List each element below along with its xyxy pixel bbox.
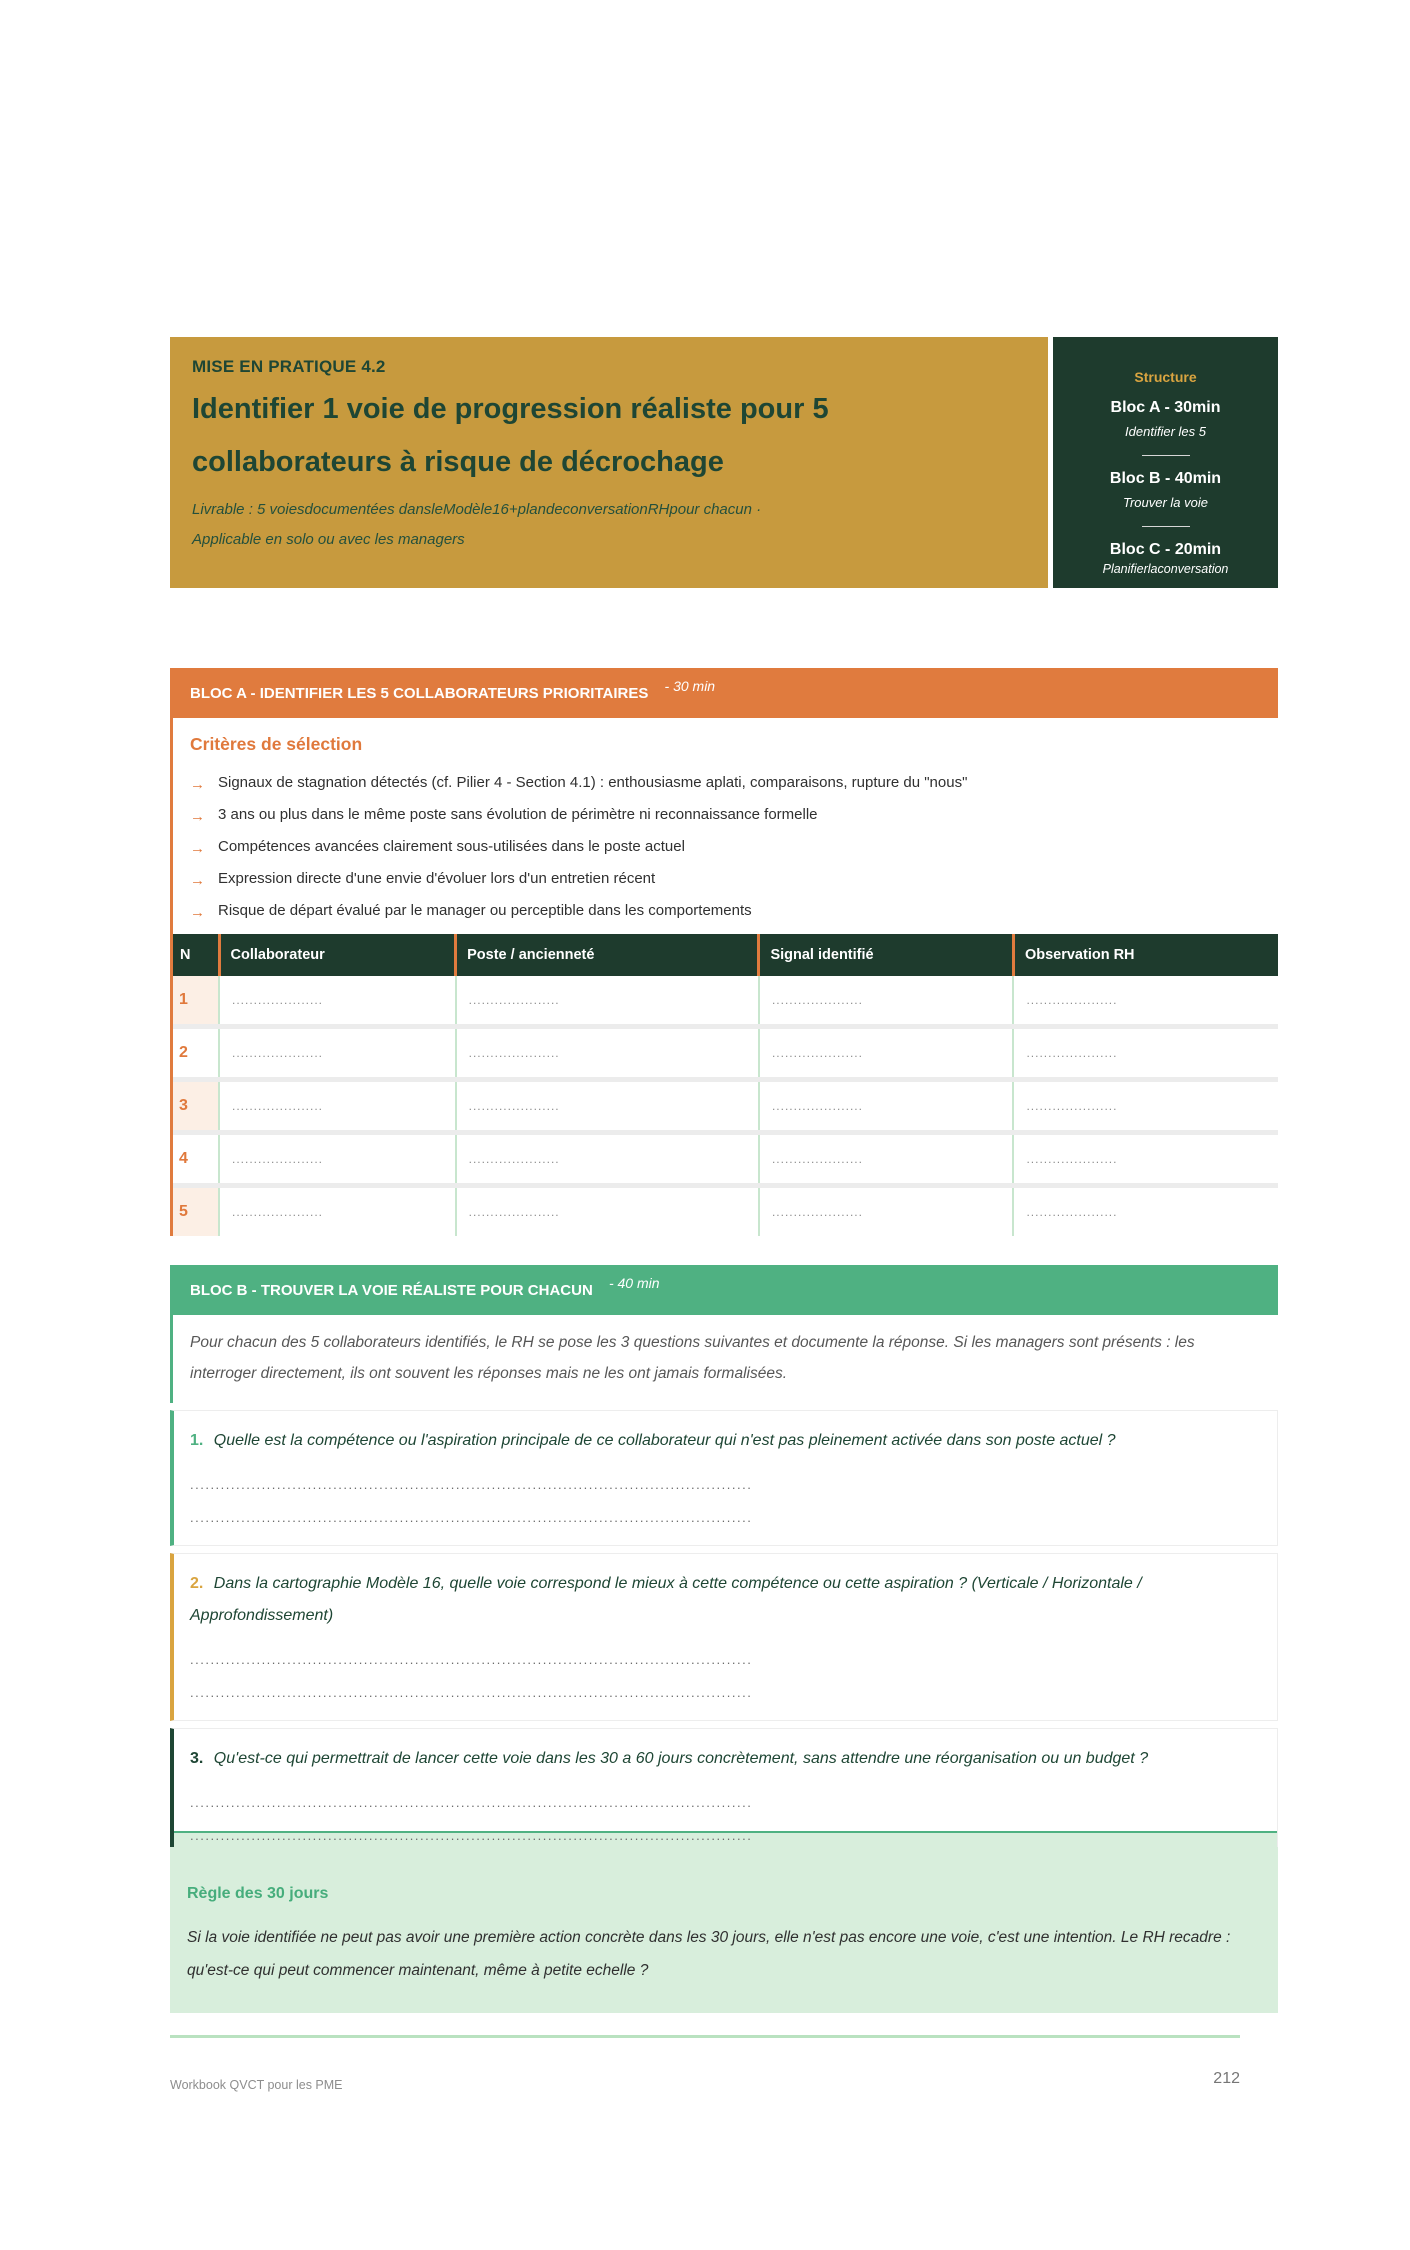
question-number: 3.	[190, 1750, 204, 1767]
page-subtitle-line1: Livrable : 5 voiesdocumentées dansleModèle16+plandeconversationRHpour chacun ·	[192, 501, 762, 518]
structure-bloc-b-name: Bloc B - 40min	[1109, 470, 1222, 487]
arrow-icon: →	[190, 808, 205, 825]
table-placeholder-cell: .....................	[759, 976, 1014, 1027]
table-placeholder-cell: .....................	[456, 1133, 759, 1186]
table-placeholder-cell: .....................	[1013, 1080, 1278, 1133]
list-item	[190, 773, 1278, 792]
table-placeholder-cell: .....................	[759, 1027, 1014, 1080]
structure-divider	[1142, 455, 1190, 456]
bloc-a-banner-title: BLOC A - IDENTIFIER LES 5 COLLABORATEURS PRIORITAIRES	[190, 685, 649, 702]
structure-bloc-a-name: Bloc A - 30min	[1110, 399, 1221, 416]
criteria-text: Expression directe d'une envie d'évoluer lors d'un entretien récent	[218, 870, 656, 887]
structure-divider	[1142, 526, 1190, 527]
list-item	[190, 901, 1278, 920]
table-header-row	[173, 934, 1278, 976]
table-placeholder-cell: .....................	[456, 976, 759, 1027]
table-header-cell: Signal identifié	[759, 934, 1014, 976]
arrow-icon: →	[190, 840, 205, 857]
table-row	[173, 1133, 1278, 1186]
rule-30-days-box	[170, 1831, 1278, 2013]
criteria-text: 3 ans ou plus dans le même poste sans évolution de périmètre ni reconnaissance formelle	[218, 806, 818, 823]
table-header-cell: Poste / ancienneté	[456, 934, 759, 976]
table-placeholder-cell: .....................	[219, 1186, 456, 1237]
row-number-cell: 5	[173, 1186, 219, 1237]
bloc-b-banner-time: - 40 min	[608, 1275, 660, 1291]
criteria-text: Signaux de stagnation détectés (cf. Pilier 4 - Section 4.1) : enthousiasme aplati, comparaisons, rupture du "nous"	[218, 774, 968, 791]
question-number: 1.	[190, 1432, 204, 1449]
question-text	[190, 1743, 1251, 1775]
page-title-line2: collaborateurs à risque de décrochage	[192, 446, 724, 478]
structure-bloc-a-desc: Identifier les 5	[1125, 424, 1206, 439]
list-item	[190, 837, 1278, 856]
table-header-cell: Observation RH	[1013, 934, 1278, 976]
answer-line: ..............................................................................................................	[190, 1510, 753, 1525]
table-placeholder-cell: .....................	[759, 1080, 1014, 1133]
table-row	[173, 1186, 1278, 1237]
header-block	[170, 337, 1278, 588]
structure-bloc-c-name: Bloc C - 20min	[1109, 541, 1222, 558]
criteria-list	[190, 773, 1278, 920]
question-body: Dans la cartographie Modèle 16, quelle voie correspond le mieux à cette compétence ou cette aspiration ? (Verticale / Horizontale / Approfondissement)	[190, 1575, 1142, 1624]
question-text	[190, 1425, 1251, 1457]
table-placeholder-cell: .....................	[1013, 1027, 1278, 1080]
table-header-cell: Collaborateur	[219, 934, 456, 976]
question-body: Qu'est-ce qui permettrait de lancer cette voie dans les 30 a 60 jours concrètement, sans attendre une réorganisation ou un budget ?	[213, 1750, 1149, 1767]
arrow-icon: →	[190, 776, 205, 793]
table-placeholder-cell: .....................	[1013, 1133, 1278, 1186]
table-placeholder-cell: .....................	[456, 1027, 759, 1080]
table-placeholder-cell: .....................	[1013, 1186, 1278, 1237]
bloc-b-body	[170, 1315, 1278, 2013]
answer-line: ..............................................................................................................	[190, 1477, 753, 1492]
table-placeholder-cell: .....................	[219, 1027, 456, 1080]
question-block-1	[170, 1410, 1278, 1546]
structure-label: Structure	[1134, 369, 1197, 385]
bloc-a-banner	[170, 668, 1278, 718]
answer-line: ..............................................................................................................	[190, 1685, 753, 1700]
structure-bloc-b-desc: Trouver la voie	[1122, 495, 1208, 510]
table-placeholder-cell: .....................	[759, 1186, 1014, 1237]
footer-title: Workbook QVCT pour les PME	[170, 2078, 343, 2092]
page-subtitle	[192, 495, 1048, 555]
table-header-cell: N	[173, 934, 219, 976]
table-placeholder-cell: .....................	[219, 1080, 456, 1133]
question-block-2	[170, 1553, 1278, 1721]
criteria-heading: Critères de sélection	[190, 734, 363, 754]
collaborators-table	[173, 934, 1278, 1236]
bloc-b-banner	[170, 1265, 1278, 1315]
answer-line: ..............................................................................................................	[190, 1828, 753, 1843]
bloc-a-banner-time: - 30 min	[664, 678, 716, 694]
structure-panel	[1053, 337, 1278, 588]
table-placeholder-cell: .....................	[456, 1080, 759, 1133]
table-placeholder-cell: .....................	[219, 976, 456, 1027]
criteria-text: Compétences avancées clairement sous-utilisées dans le poste actuel	[218, 838, 685, 855]
row-number-cell: 1	[173, 976, 219, 1027]
row-number-cell: 2	[173, 1027, 219, 1080]
bloc-b-intro: Pour chacun des 5 collaborateurs identifiés, le RH se pose les 3 questions suivantes et documente la réponse. Si les managers sont présents : les interroger directement, ils ont souvent les réponses mais ne les ont jamais formalisées.	[170, 1315, 1278, 1403]
answer-line: ..............................................................................................................	[190, 1795, 753, 1810]
table-placeholder-cell: .....................	[759, 1133, 1014, 1186]
bloc-a-body	[170, 718, 1278, 1236]
page-subtitle-line2: Applicable en solo ou avec les managers	[192, 531, 465, 548]
table-placeholder-cell: .....................	[219, 1133, 456, 1186]
table-row	[173, 1080, 1278, 1133]
row-number-cell: 4	[173, 1133, 219, 1186]
rule-box-text: Si la voie identifiée ne peut pas avoir une première action concrète dans les 30 jours, elle n'est pas encore une voie, c'est une intention. Le RH recadre : qu'est-ce qui peut commencer maintenant, même à petite echelle ?	[187, 1929, 1231, 1979]
structure-bloc-c-desc: Planifierlaconversation	[1102, 562, 1229, 576]
arrow-icon: →	[190, 872, 205, 889]
header-gold-panel	[170, 337, 1048, 588]
table-row	[173, 1027, 1278, 1080]
footer-divider	[170, 2035, 1240, 2038]
arrow-icon: →	[190, 904, 205, 921]
section-kicker: MISE EN PRATIQUE 4.2	[192, 357, 386, 376]
question-block-3	[170, 1728, 1278, 1847]
table-placeholder-cell: .....................	[1013, 976, 1278, 1027]
question-number: 2.	[190, 1575, 204, 1592]
question-text	[190, 1568, 1251, 1632]
row-number-cell: 3	[173, 1080, 219, 1133]
bloc-b-banner-title: BLOC B - TROUVER LA VOIE RÉALISTE POUR CHACUN	[190, 1282, 593, 1299]
list-item	[190, 869, 1278, 888]
criteria-text: Risque de départ évalué par le manager ou perceptible dans les comportements	[218, 902, 752, 919]
rule-box-heading: Règle des 30 jours	[187, 1885, 329, 1902]
table-row	[173, 976, 1278, 1027]
page-title	[192, 383, 1048, 489]
answer-line: ..............................................................................................................	[190, 1652, 753, 1667]
page-title-line1: Identifier 1 voie de progression réaliste pour 5	[192, 393, 829, 425]
page-number: 212	[1213, 2070, 1240, 2087]
question-body: Quelle est la compétence ou l'aspiration principale de ce collaborateur qui n'est pas pleinement activée dans son poste actuel ?	[213, 1432, 1116, 1449]
list-item	[190, 805, 1278, 824]
table-placeholder-cell: .....................	[456, 1186, 759, 1237]
